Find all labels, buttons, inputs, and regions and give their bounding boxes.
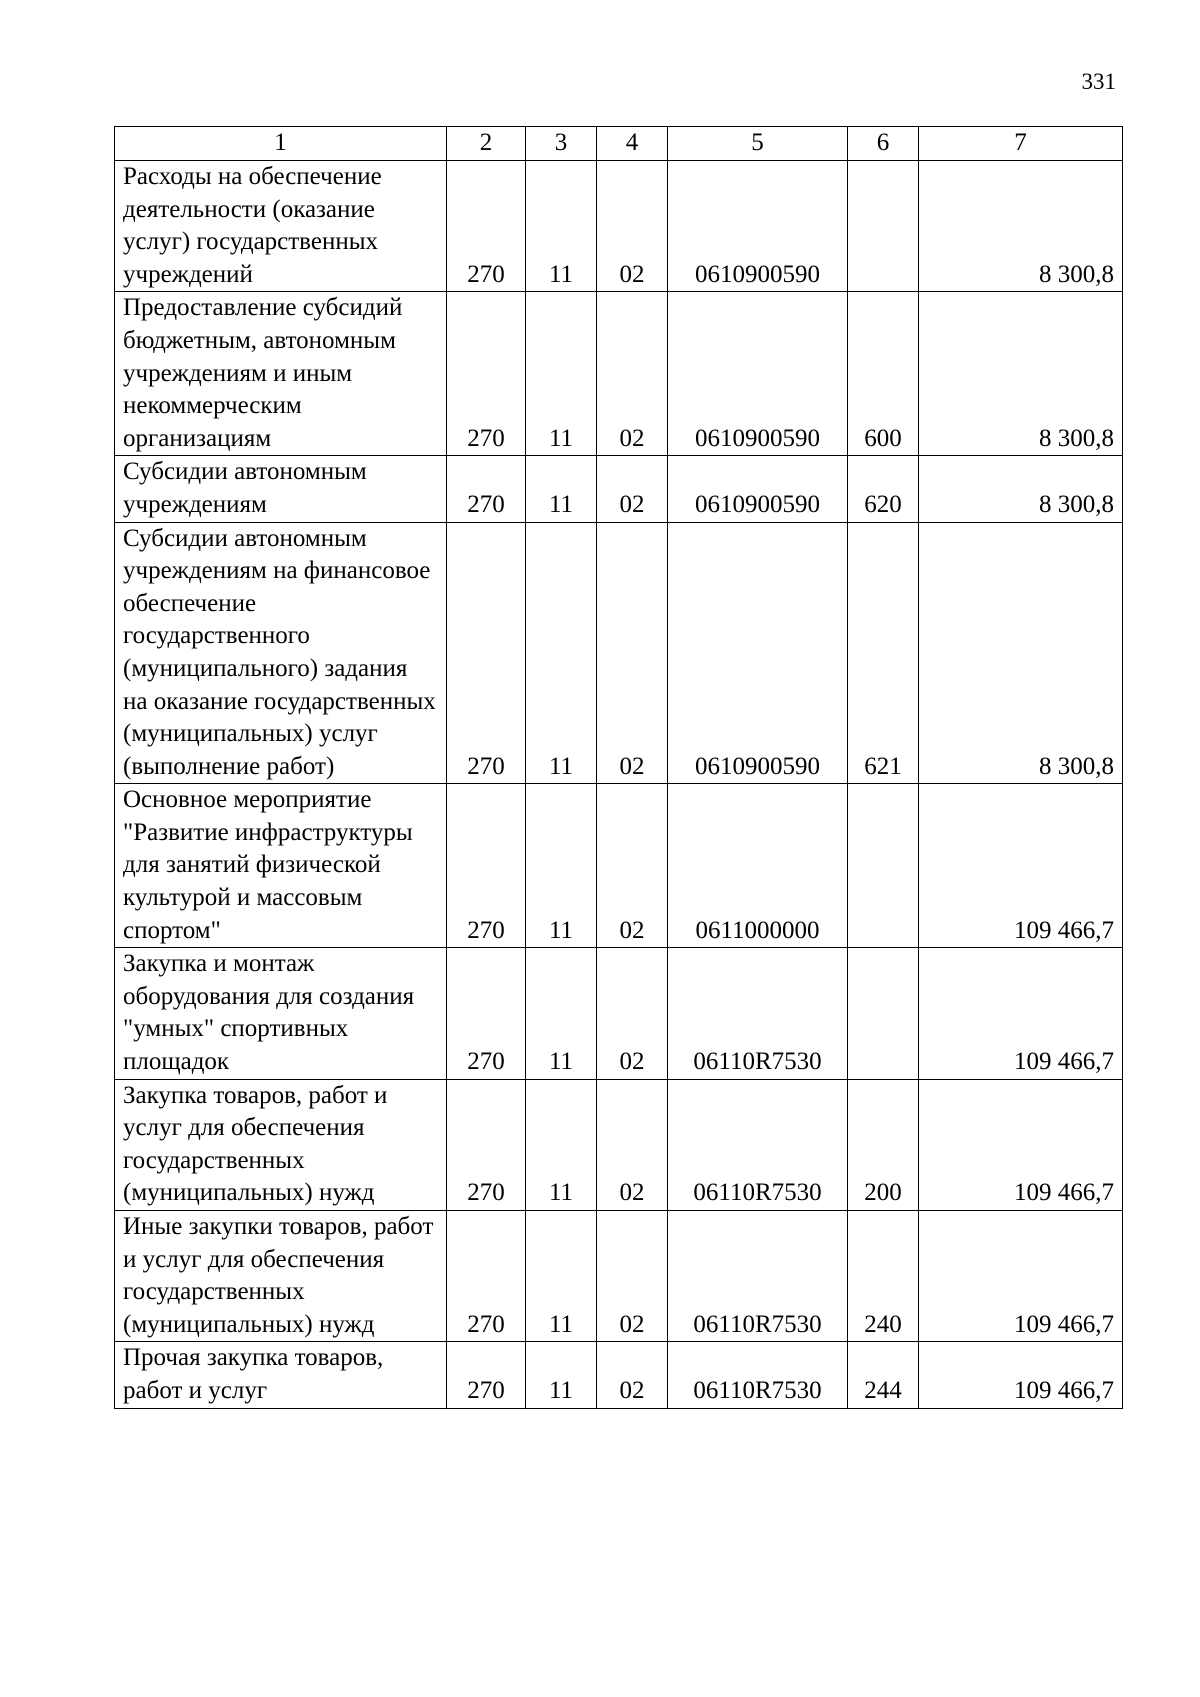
row-name-cell: Закупка и монтаж оборудования для создания "умных" спортивных площадок: [115, 948, 447, 1079]
row-name-cell: Закупка товаров, работ и услуг для обеспечения государственных (муниципальных) нужд: [115, 1079, 447, 1210]
row-col6-cell: 244: [848, 1342, 919, 1408]
row-col3-cell: 11: [526, 522, 597, 784]
table-row: [115, 1342, 1123, 1408]
column-header-5: 5: [668, 127, 848, 161]
row-col2-cell: 270: [447, 456, 526, 522]
page-number: 331: [1081, 69, 1116, 94]
column-header-7: 7: [919, 127, 1123, 161]
row-name-cell: Расходы на обеспечение деятельности (оказание услуг) государственных учреждений: [115, 161, 447, 292]
row-col6-cell: [848, 784, 919, 948]
row-col6-cell: 200: [848, 1079, 919, 1210]
row-col7-cell: 8 300,8: [919, 161, 1123, 292]
row-col4-cell: 02: [597, 948, 668, 1079]
row-col7-cell: 8 300,8: [919, 292, 1123, 456]
row-col5-cell: 0610900590: [668, 161, 848, 292]
row-col3-cell: 11: [526, 456, 597, 522]
row-col3-cell: 11: [526, 1211, 597, 1342]
row-col3-cell: 11: [526, 948, 597, 1079]
row-col2-cell: 270: [447, 1342, 526, 1408]
row-col6-cell: 621: [848, 522, 919, 784]
table-row: [115, 784, 1123, 948]
row-col7-cell: 8 300,8: [919, 522, 1123, 784]
row-col5-cell: 06110R7530: [668, 1211, 848, 1342]
row-col2-cell: 270: [447, 161, 526, 292]
row-col5-cell: 06110R7530: [668, 948, 848, 1079]
budget-table: [114, 126, 1123, 1409]
row-col3-cell: 11: [526, 1079, 597, 1210]
row-col5-cell: 0610900590: [668, 292, 848, 456]
column-header-3: 3: [526, 127, 597, 161]
table-row: [115, 292, 1123, 456]
row-col5-cell: 0610900590: [668, 456, 848, 522]
row-col4-cell: 02: [597, 292, 668, 456]
row-col4-cell: 02: [597, 1342, 668, 1408]
column-header-6: 6: [848, 127, 919, 161]
table-row: [115, 1211, 1123, 1342]
row-col5-cell: 06110R7530: [668, 1342, 848, 1408]
row-col7-cell: 109 466,7: [919, 1211, 1123, 1342]
column-header-2: 2: [447, 127, 526, 161]
row-col2-cell: 270: [447, 1079, 526, 1210]
row-col5-cell: 06110R7530: [668, 1079, 848, 1210]
row-col7-cell: 109 466,7: [919, 784, 1123, 948]
table-row: [115, 456, 1123, 522]
row-name-cell: Субсидии автономным учреждениям на финансовое обеспечение государственного (муниципального) задания на оказание государственных (муниципальных) услуг (выполнение работ): [115, 522, 447, 784]
row-col6-cell: 620: [848, 456, 919, 522]
row-col5-cell: 0610900590: [668, 522, 848, 784]
header-row: [115, 127, 1123, 161]
row-name-cell: Субсидии автономным учреждениям: [115, 456, 447, 522]
row-name-cell: Предоставление субсидий бюджетным, автономным учреждениям и иным некоммерческим организациям: [115, 292, 447, 456]
row-col4-cell: 02: [597, 1079, 668, 1210]
row-col2-cell: 270: [447, 948, 526, 1079]
column-header-1: 1: [115, 127, 447, 161]
row-col7-cell: 109 466,7: [919, 948, 1123, 1079]
row-col6-cell: [848, 948, 919, 1079]
row-col3-cell: 11: [526, 1342, 597, 1408]
row-name-cell: Иные закупки товаров, работ и услуг для обеспечения государственных (муниципальных) нужд: [115, 1211, 447, 1342]
row-col2-cell: 270: [447, 292, 526, 456]
row-col7-cell: 109 466,7: [919, 1342, 1123, 1408]
row-col6-cell: [848, 161, 919, 292]
row-col4-cell: 02: [597, 161, 668, 292]
table-row: [115, 522, 1123, 784]
row-col3-cell: 11: [526, 292, 597, 456]
row-col4-cell: 02: [597, 1211, 668, 1342]
table-row: [115, 1079, 1123, 1210]
row-col2-cell: 270: [447, 522, 526, 784]
row-name-cell: Прочая закупка товаров, работ и услуг: [115, 1342, 447, 1408]
row-col3-cell: 11: [526, 784, 597, 948]
table-row: [115, 161, 1123, 292]
row-col7-cell: 109 466,7: [919, 1079, 1123, 1210]
row-col4-cell: 02: [597, 522, 668, 784]
row-col3-cell: 11: [526, 161, 597, 292]
column-header-4: 4: [597, 127, 668, 161]
row-name-cell: Основное мероприятие "Развитие инфраструктуры для занятий физической культурой и массовым спортом": [115, 784, 447, 948]
row-col7-cell: 8 300,8: [919, 456, 1123, 522]
row-col4-cell: 02: [597, 784, 668, 948]
row-col2-cell: 270: [447, 784, 526, 948]
row-col6-cell: 240: [848, 1211, 919, 1342]
row-col5-cell: 0611000000: [668, 784, 848, 948]
row-col2-cell: 270: [447, 1211, 526, 1342]
table-row: [115, 948, 1123, 1079]
table-body: [115, 161, 1123, 1409]
row-col4-cell: 02: [597, 456, 668, 522]
row-col6-cell: 600: [848, 292, 919, 456]
